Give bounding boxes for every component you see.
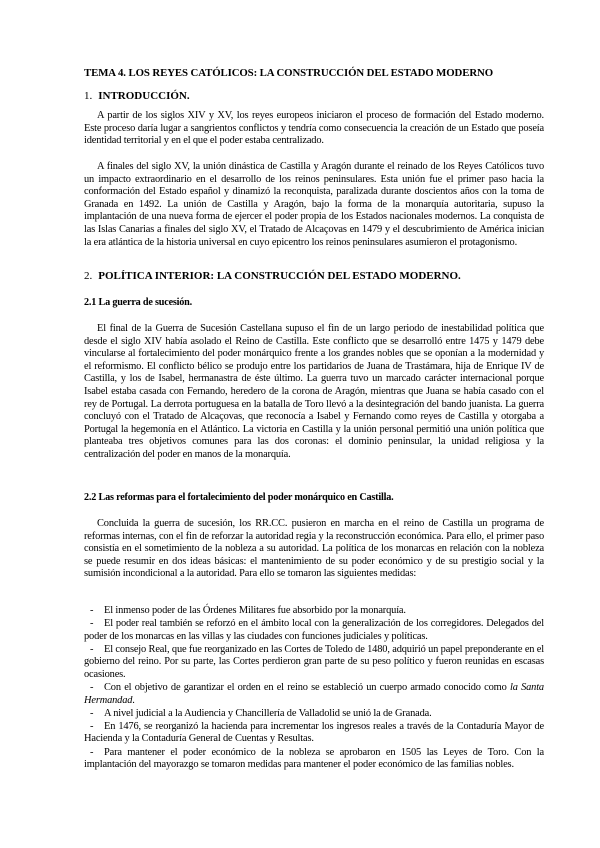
intro-paragraph-2: A finales del siglo XV, la unión dinástica de Castilla y Aragón durante el reinado de los Reyes Católicos tuvo un impacto extraordinario en el desarrollo de los reinos peninsulares. Esta unión fue el primer paso hacia la conformación del Estado español y dinamizó la reconquista, paralizada durante doscientos años con la toma de Granada en 1492. La unión de Castilla y Aragón, bajo la forma de la monarquía autoritaria, supuso la implantación de una nueva forma de ejercer el poder propia de los Estados nacionales modernos. La conquista de las Islas Canarias a finales del siglo XV, el Tratado de Alcaçovas en 1479 y el descubrimiento de América inician la era atlántica de la historia universal en cuyo epicentro los reinos peninsulares asumieron el protagonismo. xyxy=(84,161,544,248)
list-dash: - xyxy=(90,618,94,630)
list-item-text: Con el objetivo de garantizar el orden en el reino se estableció un cuerpo armado conocido como xyxy=(104,682,510,694)
list-dash: - xyxy=(90,682,94,694)
list-dash: - xyxy=(90,605,94,616)
list-item-text: Para mantener el poder económico de la nobleza se aprobaron en 1505 las Leyes de Toro. Con la implantación del mayorazgo se tomaron medidas para mantener el poder económico de las familias nobles. xyxy=(84,746,544,771)
list-item-emphasis: la Santa Hermandad xyxy=(84,682,544,706)
list-item xyxy=(84,721,544,746)
succession-war-paragraph: El final de la Guerra de Sucesión Castellana supuso el fin de un largo periodo de inestabilidad política que desde el siglo XIV había asolado el Reino de Castilla. Este conflicto que se desarrolló entre 1475 y 1479 debe vincularse al fortalecimiento del poder monárquico frente a los grandes nobles que se oponían a la modernidad y el reformismo. El conflicto bélico se produjo entre los partidarios de Juana de Trastámara, hija de Enrique IV de Castilla, y los de Isabel, hermanastra de éste último. La guerra tuvo un marcado carácter internacional porque Isabel estaba casada con Fernando, heredero de la corona de Aragón, mientras que Juana se había casado con el rey de Portugal. La derrota portuguesa en la batalla de Toro llevó a la desintegración del bando juanista. La guerra concluyó con el Tratado de Alcaçovas, que reconocía a Isabel y Fernando como reyes de Castilla y otorgaba a Portugal la hegemonía en el Atlántico. La victoria en Castilla y la unión personal permitió una unión política que planteaba tres objetivos comunes para las dos coronas: el dominio peninsular, la unidad religiosa y la centralización del poder en manos de la monarquía. xyxy=(84,323,544,460)
subsection-2-1-heading: 2.1 La guerra de sucesión. xyxy=(84,297,192,308)
list-item xyxy=(84,682,544,707)
list-item-text: En 1476, se reorganizó la hacienda para incrementar los ingresos reales a través de la Contaduría Mayor de Hacienda y la Contaduría General de Cuentas y Resultas. xyxy=(84,720,544,745)
list-dash: - xyxy=(90,707,94,719)
reforms-paragraph: Concluida la guerra de sucesión, los RR.CC. pusieron en marcha en el reino de Castilla un programa de reformas internas, con el fin de reforzar la autoridad regia y la reconstrucción económica. Para ello, el primer paso consistía en el sometimiento de la nobleza a su autoridad. La política de los monarcas en relación con la nobleza se puede resumir en dos ideas básicas: el mantenimiento de su poder económico y de su prestigio social y la sumisión incondicional a la autoridad. Para ello se tomaron las siguientes medidas: xyxy=(84,518,544,580)
list-item xyxy=(84,605,544,618)
section-2-title: POLÍTICA INTERIOR: LA CONSTRUCCIÓN DEL ESTADO MODERNO. xyxy=(98,270,461,282)
list-item xyxy=(84,747,544,772)
document-title: TEMA 4. LOS REYES CATÓLICOS: LA CONSTRUCCIÓN DEL ESTADO MODERNO xyxy=(84,67,494,79)
reforms-measures-list xyxy=(84,605,544,772)
section-1-heading xyxy=(84,90,190,103)
list-dash: - xyxy=(90,643,94,655)
list-item xyxy=(84,708,544,721)
list-item-text: El consejo Real, que fue reorganizado en las Cortes de Toledo de 1480, adquirió un papel preponderante en el gobierno del reino. Por su parte, las Cortes perdieron gran parte de su peso político y fueron reunidas en escasas ocasiones. xyxy=(84,643,544,680)
list-item-text: El poder real también se reforzó en el ámbito local con la generalización de los corregidores. Delegados del poder de los monarcas en las villas y las ciudades con funciones judiciales y políticas. xyxy=(84,618,544,642)
subsection-2-2-heading: 2.2 Las reformas para el fortalecimiento del poder monárquico en Castilla. xyxy=(84,492,394,503)
intro-paragraph-1: A partir de los siglos XIV y XV, los reyes europeos iniciaron el proceso de formación del Estado moderno. Este proceso daría lugar a sangrientos conflictos y tendría como consecuencia la creación de un Estado que poseía identidad territorial y en el que el poder estaba centralizado. xyxy=(84,110,544,147)
list-dash: - xyxy=(90,746,94,758)
list-item-tail: . xyxy=(132,694,135,706)
section-1-number: 1. xyxy=(84,90,93,102)
list-item xyxy=(84,644,544,682)
section-2-heading xyxy=(84,270,461,283)
list-dash: - xyxy=(90,720,94,732)
list-item-text: A nivel judicial a la Audiencia y Chancillería de Valladolid se unió la de Granada. xyxy=(104,707,432,719)
section-2-number: 2. xyxy=(84,270,93,282)
section-1-title: INTRODUCCIÓN. xyxy=(98,90,190,102)
list-item xyxy=(84,618,544,643)
list-item-text: El inmenso poder de las Órdenes Militares fue absorbido por la monarquía. xyxy=(104,605,406,616)
